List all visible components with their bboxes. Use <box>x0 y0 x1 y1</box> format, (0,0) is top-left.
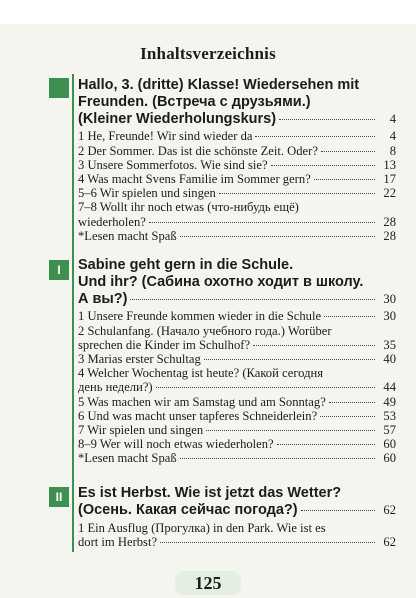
toc-entry-row <box>78 186 396 200</box>
section-title-line: Sabine geht gern in die Schule. <box>78 257 294 273</box>
toc-entry-row <box>78 437 396 451</box>
section-title <box>78 77 396 127</box>
leader-dots <box>160 542 375 543</box>
toc-entry-row <box>78 229 396 243</box>
toc-entry-text: 2 Der Sommer. Das ist die schönste Zeit. Oder? <box>78 143 318 158</box>
section-0 <box>78 77 396 243</box>
toc-entry-text: 1 Unsere Freunde kommen wieder in die Schule <box>78 309 322 324</box>
leader-dots <box>329 402 375 403</box>
section-rule-1 <box>72 256 74 494</box>
top-strip <box>0 0 416 24</box>
leader-dots <box>204 359 375 360</box>
toc-entry-line: 4 Welcher Wochentag ist heute? (Какой сегодня <box>78 366 324 381</box>
toc-page-number: 60 <box>383 437 396 452</box>
leader-dots <box>180 458 375 459</box>
toc-page-number: 40 <box>383 352 396 366</box>
leader-dots <box>180 236 375 237</box>
toc-entry <box>78 158 396 172</box>
toc-page-number: 13 <box>383 157 396 172</box>
toc-entry <box>78 521 396 549</box>
section-rule-0 <box>72 74 74 274</box>
section-2 <box>78 485 396 549</box>
toc-page-number: 60 <box>383 451 396 466</box>
toc-page-number: 44 <box>383 380 396 395</box>
leader-dots <box>320 416 375 417</box>
toc-entry-text: 4 Was macht Svens Familie im Sommer gern? <box>78 172 311 186</box>
section-marker-2: II <box>49 487 69 507</box>
section-title-line: Freunden. (Встреча с друзьями.) <box>78 93 311 110</box>
toc-entry-row <box>78 380 396 394</box>
toc-page-number: 28 <box>383 214 396 229</box>
toc-entry <box>78 395 396 409</box>
leader-dots <box>130 299 375 300</box>
section-title <box>78 485 396 519</box>
toc-entry-line: 7–8 Wollt ihr noch etwas (что-нибудь ещё) <box>78 200 299 215</box>
toc-entry <box>78 144 396 158</box>
leader-dots <box>253 345 375 346</box>
toc-page-number: 17 <box>383 172 396 186</box>
toc-entry-row <box>78 144 396 158</box>
toc-entry-text: день недели?) <box>78 380 153 395</box>
toc-entry <box>78 366 396 394</box>
toc-page-number: 28 <box>383 228 396 243</box>
section-title-line: Und ihr? (Сабина охотно ходит в школу. <box>78 273 364 290</box>
toc-entry-row <box>78 158 396 172</box>
section-title-row <box>78 111 396 128</box>
toc-entry-row <box>78 352 396 366</box>
toc-entry-row <box>78 451 396 465</box>
toc-entry-text: *Lesen macht Spaß <box>78 451 177 466</box>
toc-entry-line: 2 Schulanfang. (Начало учебного года.) Worüber <box>78 323 332 338</box>
toc-entry-text: wiederholen? <box>78 214 146 229</box>
toc-entry <box>78 309 396 323</box>
toc-entry-text: *Lesen macht Spaß <box>78 228 177 243</box>
leader-dots <box>314 179 375 180</box>
section-page-number: 30 <box>383 291 396 306</box>
toc-page-number: 8 <box>389 143 396 158</box>
toc-entry-row <box>78 309 396 323</box>
toc-entry-row <box>78 172 396 186</box>
section-rule-2 <box>72 484 74 552</box>
leader-dots <box>149 222 375 223</box>
leader-dots <box>255 136 375 137</box>
toc-entry <box>78 229 396 243</box>
toc-entry-text: 5 Was machen wir am Samstag und am Sonntag? <box>78 394 326 409</box>
section-title-line: Hallo, 3. (dritte) Klasse! Wiedersehen mit <box>78 77 360 93</box>
toc-entry-row <box>78 423 396 437</box>
toc-page-number: 62 <box>383 534 396 549</box>
toc-entry-row <box>78 535 396 549</box>
section-title-line: (Kleiner Wiederholungskurs) <box>78 110 277 127</box>
section-title-line: Es ist Herbst. Wie ist jetzt das Wetter? <box>78 485 342 501</box>
leader-dots <box>277 444 375 445</box>
section-title <box>78 257 396 307</box>
section-1 <box>78 257 396 466</box>
toc-entry-row <box>78 395 396 409</box>
toc-entry-row <box>78 338 396 352</box>
toc-entry-text: 1 He, Freunde! Wir sind wieder da <box>78 129 253 144</box>
section-title-row <box>78 502 396 519</box>
toc-entry <box>78 409 396 423</box>
toc-page-number: 35 <box>383 337 396 352</box>
toc-page-number: 53 <box>383 408 396 423</box>
toc-entry <box>78 437 396 451</box>
leader-dots <box>206 430 375 431</box>
section-page-number: 4 <box>389 111 396 126</box>
section-page-number: 62 <box>383 502 396 517</box>
toc-page-number: 30 <box>383 309 396 324</box>
toc-entry <box>78 423 396 437</box>
toc-page-number: 49 <box>383 394 396 409</box>
toc-page-number: 22 <box>383 186 396 201</box>
toc-entry-row <box>78 409 396 423</box>
toc-entry-text: 3 Marias erster Schultag <box>78 352 201 366</box>
toc-entry-text: 8–9 Wer will noch etwas wiederholen? <box>78 437 274 452</box>
page-title: Inhaltsverzeichnis <box>140 44 276 63</box>
toc-page-number: 4 <box>389 129 396 144</box>
section-title-line: (Осень. Какая сейчас погода?) <box>78 501 298 518</box>
toc-entry <box>78 451 396 465</box>
toc-entry-text: dort im Herbst? <box>78 534 158 549</box>
toc-entry-text: 6 Und was macht unser tapferes Schneiderlein? <box>78 408 318 423</box>
leader-dots <box>279 119 375 120</box>
toc-entry-row <box>78 215 396 229</box>
toc-page-number: 57 <box>383 423 396 438</box>
leader-dots <box>219 193 375 194</box>
toc-entry <box>78 324 396 352</box>
toc-entry-text: 7 Wir spielen und singen <box>78 423 204 438</box>
section-title-line: А вы?) <box>78 290 128 307</box>
toc-entry-line: 1 Ein Ausflug (Прогулка) in den Park. Wie ist es <box>78 520 326 535</box>
toc-entry <box>78 186 396 200</box>
section-title-row <box>78 291 396 308</box>
toc-entry-text: 3 Unsere Sommerfotos. Wie sind sie? <box>78 157 268 172</box>
toc-entry <box>78 129 396 143</box>
toc-entry-text: 5–6 Wir spielen und singen <box>78 186 216 201</box>
section-marker-0 <box>49 78 69 98</box>
toc-entry-row <box>78 129 396 143</box>
leader-dots <box>271 165 375 166</box>
leader-dots <box>321 151 375 152</box>
page-number: 125 <box>194 573 222 593</box>
leader-dots <box>156 387 375 388</box>
toc-entry-text: sprechen die Kinder im Schulhof? <box>78 337 251 352</box>
toc-entry <box>78 200 396 228</box>
leader-dots <box>324 316 375 317</box>
section-marker-1: I <box>49 260 69 280</box>
leader-dots <box>301 510 375 511</box>
toc-entry <box>78 352 396 366</box>
toc-entry <box>78 172 396 186</box>
